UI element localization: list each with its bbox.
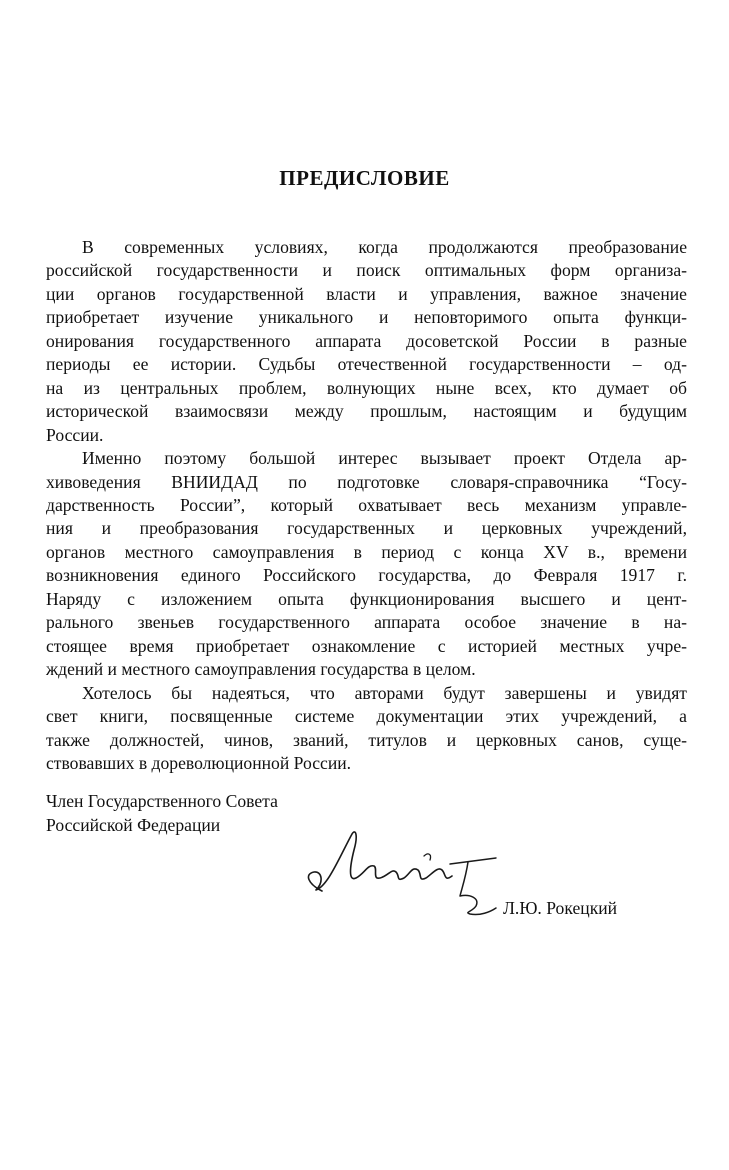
signer-name: Л.Ю. Рокецкий	[503, 898, 618, 918]
text-line: ждений и местного самоуправления государства в целом.	[46, 659, 476, 680]
preface-body	[46, 236, 687, 775]
text-line: органов местного самоуправления в период с конца XV в., времени	[46, 541, 687, 562]
text-line: на из центральных проблем, волнующих ныне всех, кто думает об	[46, 377, 687, 398]
text-line: Именно поэтому большой интерес вызывает проект Отдела ар-	[82, 448, 687, 469]
paragraph-3	[46, 682, 687, 776]
text-line: исторической взаимосвязи между прошлым, настоящим и будущим	[46, 401, 687, 422]
text-line: ствовавших в дореволюционной России.	[46, 752, 352, 773]
text-line: дарственность России”, который охватывает весь механизм управле-	[46, 494, 687, 515]
signer-role	[46, 790, 278, 837]
text-line: периоды ее истории. Судьбы отечественной государственности – од-	[46, 354, 687, 375]
text-line: Хотелось бы надеяться, что авторами будут завершены и увидят	[82, 682, 687, 703]
text-line: стоящее время приобретает ознакомление с историей местных учре-	[46, 635, 687, 656]
text-line: свет книги, посвященные системе документации этих учреждений, а	[46, 706, 687, 727]
text-line: также должностей, чинов, званий, титулов и церковных санов, суще-	[46, 729, 687, 750]
text-line: рального звеньев государственного аппарата особое значение в на-	[46, 612, 687, 633]
text-line: В современных условиях, когда продолжаются преобразование	[82, 237, 687, 257]
text-line: ции органов государственной власти и управления, важное значение	[46, 283, 687, 304]
text-line: России.	[46, 424, 104, 445]
text-line: приобретает изучение уникального и неповторимого опыта функци-	[46, 307, 687, 328]
handwritten-signature	[300, 816, 510, 926]
signer-role-line: Член Государственного Совета	[46, 791, 278, 811]
text-line: возникновения единого Российского государства, до Февраля 1917 г.	[46, 565, 687, 586]
paragraph-1	[46, 236, 687, 447]
paragraph-2	[46, 447, 687, 682]
page-title: ПРЕДИСЛОВИЕ	[279, 166, 450, 190]
text-line: ния и преобразования государственных и церковных учреждений,	[46, 518, 687, 539]
text-line: онирования государственного аппарата досоветской России в разные	[46, 330, 687, 351]
text-line: Наряду с изложением опыта функционирования высшего и цент-	[46, 588, 687, 609]
text-line: российской государственности и поиск оптимальных форм организа-	[46, 260, 687, 281]
signer-role-line: Российской Федерации	[46, 814, 221, 835]
text-line: хивоведения ВНИИДАД по подготовке словаря-справочника “Госу-	[46, 471, 687, 492]
